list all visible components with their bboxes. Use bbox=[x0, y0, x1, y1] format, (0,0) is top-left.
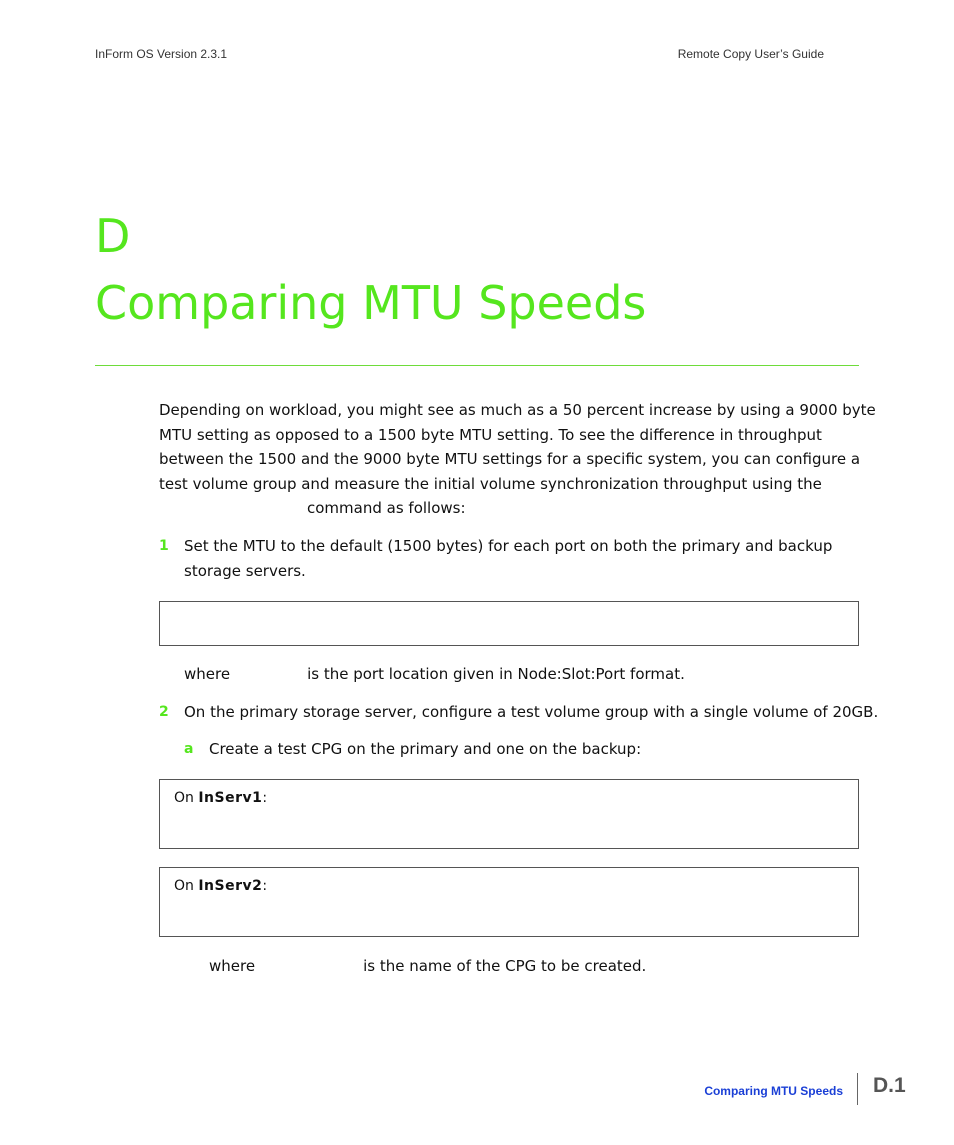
step-1-line: storage servers. bbox=[184, 561, 306, 580]
inserv1-label bbox=[174, 790, 267, 806]
inserv2-label bbox=[174, 878, 267, 894]
footer-page-number: D.1 bbox=[873, 1074, 906, 1097]
chapter-rule bbox=[95, 365, 859, 366]
step-1-number: 1 bbox=[159, 538, 169, 554]
step-2-text: On the primary storage server, configure a test volume group with a single volume of 20GB. bbox=[184, 703, 879, 721]
header-right-guide-title: Remote Copy User’s Guide bbox=[677, 47, 824, 61]
intro-line: between the 1500 and the 9000 byte MTU settings for a specific system, you can configure a bbox=[159, 450, 861, 469]
box-suffix: : bbox=[262, 790, 268, 806]
intro-line: test volume group and measure the initial volume synchronization throughput using the bbox=[159, 474, 822, 493]
server-name: InServ2 bbox=[198, 878, 263, 894]
code-box-set-mtu bbox=[159, 601, 859, 646]
box-prefix: On bbox=[174, 790, 199, 806]
where-text: is the name of the CPG to be created. bbox=[363, 957, 647, 975]
code-box-inserv2 bbox=[159, 867, 859, 937]
intro-line-last bbox=[159, 496, 869, 521]
header-left-version: InForm OS Version 2.3.1 bbox=[95, 47, 228, 61]
intro-line: Depending on workload, you might see as much as a 50 percent increase by using a 9000 byte bbox=[159, 401, 876, 419]
intro-last-text: command as follows: bbox=[307, 499, 466, 518]
where-label: where bbox=[184, 665, 231, 683]
box-prefix: On bbox=[174, 878, 199, 894]
footer-divider bbox=[857, 1073, 858, 1105]
where-text: is the port location given in Node:Slot:Port format. bbox=[307, 665, 685, 683]
box-suffix: : bbox=[262, 878, 268, 894]
footer-section-title: Comparing MTU Speeds bbox=[704, 1084, 843, 1098]
step-2-number: 2 bbox=[159, 704, 169, 720]
step-1-text bbox=[184, 534, 832, 583]
substep-a-text: Create a test CPG on the primary and one on the backup: bbox=[209, 740, 642, 758]
chapter-title: Comparing MTU Speeds bbox=[95, 276, 647, 330]
substep-a-letter: a bbox=[184, 741, 194, 757]
code-box-inserv1 bbox=[159, 779, 859, 849]
server-name: InServ1 bbox=[198, 790, 263, 806]
step-1-where-line bbox=[184, 665, 685, 683]
step-1-line: Set the MTU to the default (1500 bytes) for each port on both the primary and backup bbox=[184, 537, 833, 555]
chapter-letter: D bbox=[95, 209, 131, 263]
where-label: where bbox=[209, 957, 256, 975]
intro-paragraph bbox=[159, 398, 876, 521]
step-2-where-line bbox=[209, 957, 646, 975]
intro-line: MTU setting as opposed to a 1500 byte MTU setting. To see the difference in throughput bbox=[159, 425, 822, 444]
